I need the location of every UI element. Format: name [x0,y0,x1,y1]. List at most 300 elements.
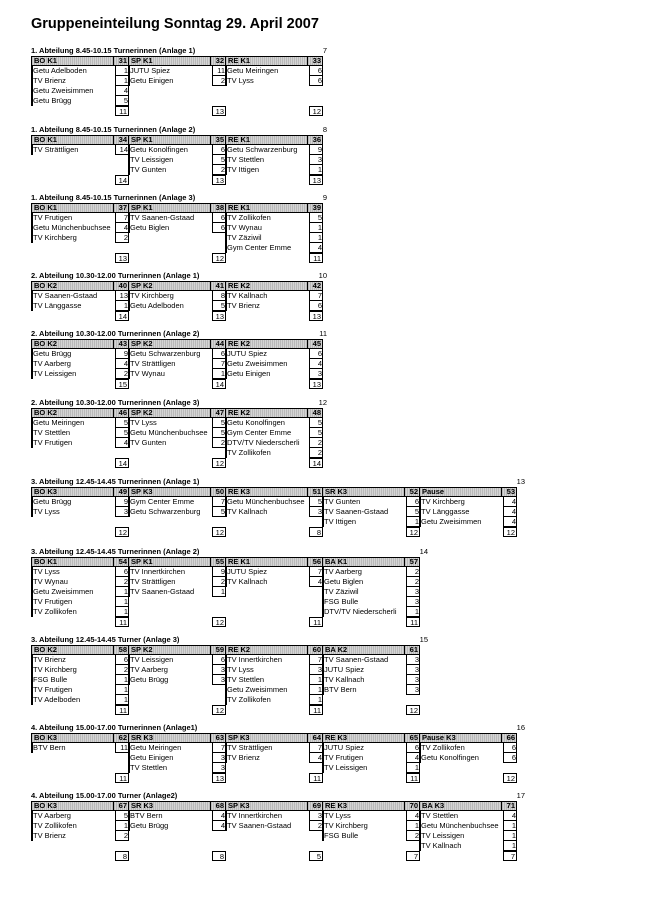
table-row [419,831,517,841]
group-number: 46 [118,408,127,417]
group-number: 52 [409,487,418,496]
empty-row [419,763,517,773]
group-total-row [128,253,226,263]
empty-row [31,155,129,165]
group-total-row [419,527,517,537]
table-row [31,223,129,233]
group-name: SR K3 [131,801,154,810]
participant-count: 7 [220,743,225,752]
table-row [128,753,226,763]
section [31,45,327,117]
participant-count: 3 [317,665,322,674]
table-row [225,155,323,165]
table-row [225,418,323,428]
participant-count: 5 [220,418,225,427]
table-row [128,418,226,428]
empty-row [225,597,323,607]
group-name: RE K3 [325,801,348,810]
section-number: 17 [516,791,525,800]
table-row [225,165,323,175]
club-name: TV Leissigen [130,155,174,164]
table-row [31,66,129,76]
club-name: FSG Bulle [33,675,68,684]
participant-count: 1 [123,821,128,830]
table-row [31,655,129,665]
empty-row [128,517,226,527]
participant-count: 3 [317,155,322,164]
table-row [225,76,323,86]
table-row [225,695,323,705]
group-total-row [128,851,226,861]
group-header [31,281,129,291]
group-table [128,408,226,468]
section-number: 7 [322,46,327,55]
participant-count: 1 [317,685,322,694]
empty-row [128,243,226,253]
table-row [31,507,129,517]
group-number: 38 [215,203,224,212]
group-total: 11 [115,773,129,783]
club-name: TV Zollikofen [421,743,465,752]
table-row [322,567,420,577]
group-table [128,203,226,263]
participant-count: 1 [414,517,419,526]
table-row [128,291,226,301]
club-name: TV Kirchberg [33,233,77,242]
empty-row [128,96,226,106]
club-name: Getu Brügg [130,821,169,830]
table-row [419,821,517,831]
club-name: TV Brienz [33,655,66,664]
group-header [31,56,129,66]
group-total: 12 [406,527,420,537]
group-header [322,801,420,811]
section-number: 11 [319,329,327,338]
participant-count: 5 [317,418,322,427]
group-total-row [225,527,323,537]
participant-count: 2 [220,76,225,85]
participant-count: 4 [317,753,322,762]
club-name: TV Saanen-Gstaad [227,821,292,830]
group-name: BO K2 [34,408,57,417]
group-header [225,487,323,497]
participant-count: 9 [220,567,225,576]
table-row [128,223,226,233]
group-table [419,733,517,783]
section-number: 14 [419,547,428,556]
group-total-row [31,527,129,537]
club-name: Getu Münchenbuchsee [421,821,499,830]
table-row [419,753,517,763]
participant-count: 3 [220,665,225,674]
club-name: TV Strättligen [227,743,273,752]
participant-count: 4 [220,821,225,830]
participant-count: 4 [414,811,419,820]
group-table [225,281,323,321]
club-name: TV Stettlen [227,155,265,164]
club-name: TV Brienz [33,76,66,85]
participant-count: 5 [220,155,225,164]
group-number: 68 [215,801,224,810]
club-name: JUTU Spiez [130,66,171,75]
club-name: TV Saanen-Gstaad [324,507,389,516]
club-name: Getu Münchenbuchsee [227,497,305,506]
participant-count: 4 [511,811,516,820]
participant-count: 1 [220,587,225,596]
club-name: Getu Münchenbuchsee [33,223,111,232]
group-total: 11 [309,705,323,715]
section-heading [31,476,525,487]
group-table [225,135,323,185]
table-row [128,675,226,685]
group-header [31,135,129,145]
club-name: Getu Zweisimmen [227,359,288,368]
group-total: 12 [115,527,129,537]
club-name: TV Zollikofen [33,821,77,830]
group-table [128,801,226,861]
section-heading [31,45,327,56]
group-table [31,135,129,185]
group-table [31,487,129,537]
table-row [128,428,226,438]
group-header [128,135,226,145]
group-total-row [31,175,129,185]
club-name: Getu Konolfingen [421,753,479,762]
participant-count: 7 [123,213,128,222]
group-total: 13 [309,379,323,389]
group-table [322,487,420,537]
empty-row [31,243,129,253]
group-number: 44 [215,339,224,348]
group-name: BO K3 [34,801,57,810]
table-row [31,438,129,448]
table-row [128,577,226,587]
club-name: TV Saanen-Gstaad [324,655,389,664]
club-name: Getu Münchenbuchsee [130,428,208,437]
group-header [225,557,323,567]
group-total: 12 [212,705,226,715]
table-row [225,685,323,695]
club-name: TV Strättligen [33,145,79,154]
participant-count: 2 [414,567,419,576]
group-number: 57 [409,557,418,566]
table-row [128,155,226,165]
table-row [225,448,323,458]
empty-row [225,831,323,841]
participant-count: 11 [217,66,225,75]
club-name: TV Gunten [324,497,361,506]
club-name: Getu Einigen [130,753,174,762]
group-total: 14 [115,175,129,185]
group-table [31,801,129,861]
section-heading-text: 3. Abteilung 12.45-14.45 Turnerinnen (Anlage 2) [31,547,200,556]
group-name: RE K1 [228,203,251,212]
section-groups [31,408,323,469]
group-name: Pause K3 [422,733,456,742]
participant-count: 2 [123,831,128,840]
participant-count: 2 [123,665,128,674]
group-number: 35 [215,135,224,144]
group-table [128,645,226,715]
club-name: BTV Bern [130,811,163,820]
section [31,397,327,469]
participant-count: 3 [414,675,419,684]
section-heading-text: 3. Abteilung 12.45-14.45 Turner (Anlage 3) [31,635,180,644]
section-groups [31,339,323,390]
participant-count: 4 [220,811,225,820]
group-header [225,203,323,213]
section-groups [31,733,517,784]
participant-count: 6 [220,349,225,358]
group-total-row [225,773,323,783]
group-name: RE K2 [228,339,251,348]
group-header [225,56,323,66]
table-row [225,743,323,753]
group-total: 11 [309,617,323,627]
group-header [419,801,517,811]
group-name: BO K2 [34,645,57,654]
table-row [128,655,226,665]
group-total: 12 [212,458,226,468]
group-total: 11 [115,617,129,627]
table-row [128,665,226,675]
group-name: RE K1 [228,56,251,65]
group-header [419,487,517,497]
participant-count: 14 [119,145,128,154]
club-name: TV Stettlen [421,811,459,820]
group-name: BO K3 [34,487,57,496]
club-name: TV Kallnach [227,291,268,300]
group-total-row [419,773,517,783]
group-header [128,733,226,743]
club-name: TV Leissigen [324,763,368,772]
section-groups [31,203,323,264]
group-total: 8 [115,851,129,861]
table-row [419,497,517,507]
table-row [31,695,129,705]
group-total-row [225,253,323,263]
section-heading-text: 1. Abteilung 8.45-10.15 Turnerinnen (Anlage 3) [31,193,196,202]
club-name: TV Aarberg [33,359,71,368]
group-header [128,56,226,66]
table-row [225,428,323,438]
table-row [31,96,129,106]
participant-count: 1 [317,223,322,232]
table-row [31,349,129,359]
section-number: 13 [516,477,525,486]
participant-count: 13 [119,291,128,300]
section-groups [31,56,323,117]
participant-count: 4 [123,359,128,368]
section-groups [31,487,517,538]
section-heading [31,790,525,801]
participant-count: 1 [414,607,419,616]
participant-count: 4 [511,507,516,516]
table-row [322,655,420,665]
group-number: 60 [312,645,321,654]
section-heading [31,124,327,135]
group-table [31,56,129,116]
participant-count: 2 [317,821,322,830]
group-table [225,339,323,389]
empty-row [225,763,323,773]
group-table [128,339,226,389]
table-row [128,76,226,86]
group-name: BO K2 [34,281,57,290]
group-total: 14 [115,311,129,321]
table-row [419,507,517,517]
table-row [225,438,323,448]
group-number: 69 [312,801,321,810]
group-header [128,801,226,811]
group-number: 47 [215,408,224,417]
section-heading-text: 4. Abteilung 15.00-17.00 Turnerinnen (Anlage1) [31,723,198,732]
club-name: TV Wynau [227,223,262,232]
group-total-row [322,851,420,861]
group-number: 50 [215,487,224,496]
club-name: TV Kirchberg [130,291,174,300]
participant-count: 4 [511,517,516,526]
table-row [322,497,420,507]
group-total: 7 [406,851,420,861]
group-header [31,203,129,213]
section [31,328,327,390]
section-heading [31,546,428,557]
participant-count: 1 [123,695,128,704]
group-total-row [128,311,226,321]
participant-count: 2 [220,577,225,586]
group-total-row [128,617,226,627]
table-row [31,86,129,96]
participant-count: 6 [511,743,516,752]
group-header [128,408,226,418]
group-header [128,645,226,655]
club-name: JUTU Spiez [324,743,365,752]
participant-count: 3 [414,655,419,664]
group-name: RE K2 [228,408,251,417]
club-name: TV Frutigen [33,213,73,222]
group-table [225,56,323,116]
group-name: Pause [422,487,445,496]
table-row [128,349,226,359]
club-name: Getu Konolfingen [227,418,285,427]
group-number: 64 [312,733,321,742]
group-total-row [128,705,226,715]
club-name: TV Zollikofen [227,695,271,704]
table-row [31,607,129,617]
table-row [322,763,420,773]
club-name: Getu Meiringen [227,66,279,75]
empty-row [322,695,420,705]
club-name: TV Saanen-Gstaad [130,587,195,596]
participant-count: 1 [511,831,516,840]
empty-row [322,841,420,851]
participant-count: 2 [317,438,322,447]
group-total-row [31,705,129,715]
club-name: TV Frutigen [33,597,73,606]
section-groups [31,801,517,862]
club-name: Getu Schwarzenburg [130,349,201,358]
group-table [225,557,323,627]
empty-row [128,86,226,96]
club-name: TV Kallnach [227,577,268,586]
participant-count: 3 [414,685,419,694]
table-row [225,821,323,831]
group-name: SP K1 [131,135,153,144]
group-number: 58 [118,645,127,654]
table-row [225,577,323,587]
group-table [31,408,129,468]
group-total-row [225,458,323,468]
section-heading-text: 2. Abteilung 10.30-12.00 Turnerinnen (Anlage 2) [31,329,200,338]
group-total: 11 [406,617,420,627]
club-name: TV Kirchberg [421,497,465,506]
club-name: Gym Center Emme [227,243,292,252]
group-total-row [31,458,129,468]
participant-count: 3 [317,507,322,516]
group-name: BA K1 [325,557,348,566]
club-name: TV Lyss [227,665,254,674]
table-row [419,841,517,851]
club-name: TV Strättligen [130,577,176,586]
table-row [31,597,129,607]
club-name: Getu Schwarzenburg [227,145,298,154]
table-row [31,145,129,155]
club-name: TV Aarberg [130,665,168,674]
group-number: 41 [215,281,224,290]
club-name: TV Kirchberg [33,665,77,674]
participant-count: 5 [414,507,419,516]
table-row [128,438,226,448]
club-name: TV Saanen-Gstaad [130,213,195,222]
group-total-row [225,311,323,321]
participant-count: 1 [317,695,322,704]
table-row [31,359,129,369]
participant-count: 5 [123,428,128,437]
table-row [31,291,129,301]
section [31,124,327,186]
group-name: BA K3 [422,801,445,810]
group-table [31,557,129,627]
group-total: 13 [115,253,129,263]
club-name: Getu Einigen [130,76,174,85]
empty-row [128,685,226,695]
club-name: TV Kallnach [227,507,268,516]
group-header [31,487,129,497]
empty-row [31,753,129,763]
group-table [225,645,323,715]
club-name: Getu Adelboden [130,301,184,310]
table-row [31,665,129,675]
group-number: 49 [118,487,127,496]
participant-count: 5 [317,497,322,506]
group-name: BO K1 [34,557,57,566]
table-row [128,497,226,507]
group-table [31,733,129,783]
participant-count: 1 [511,821,516,830]
table-row [128,165,226,175]
table-row [128,359,226,369]
participant-count: 1 [123,587,128,596]
group-total: 14 [309,458,323,468]
participant-count: 4 [123,86,128,95]
group-number: 67 [118,801,127,810]
group-header [322,487,420,497]
group-name: RE K1 [228,135,251,144]
participant-count: 6 [220,213,225,222]
table-row [31,587,129,597]
section [31,476,525,538]
